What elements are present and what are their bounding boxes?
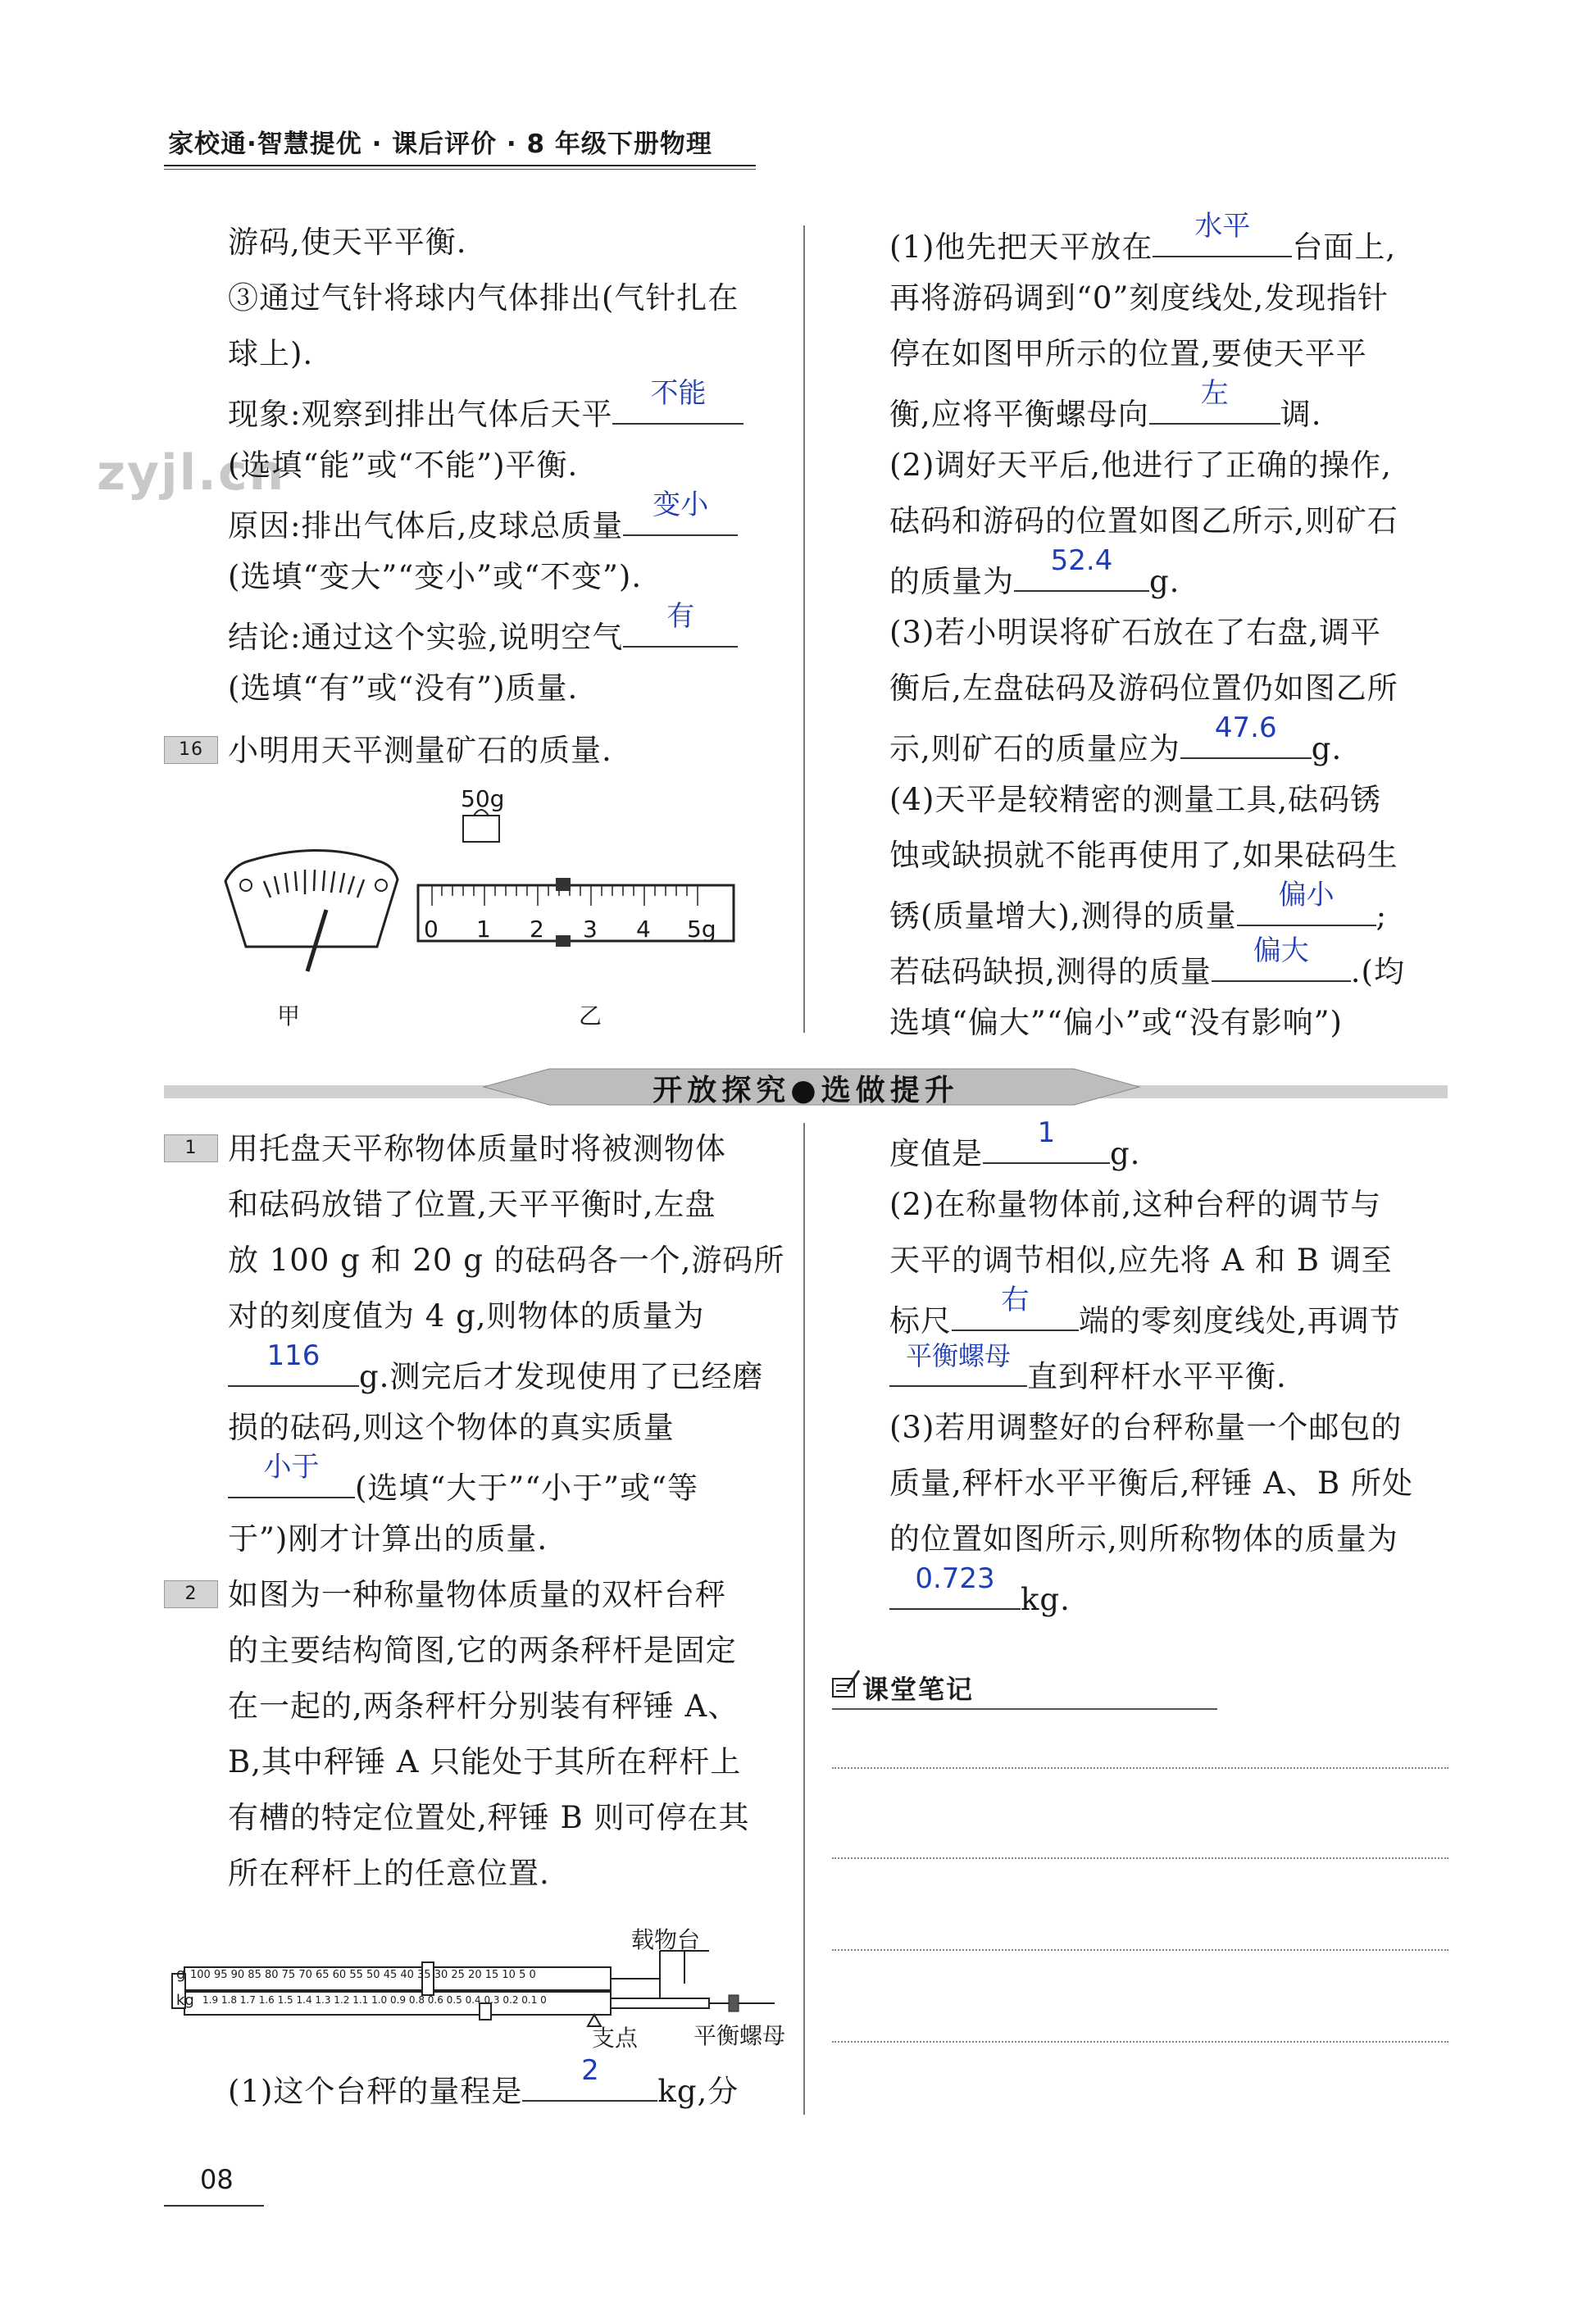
question-16 xyxy=(164,730,612,772)
answer-blank xyxy=(612,377,743,425)
answer-text: 偏小 xyxy=(1278,879,1335,911)
figure-label-b: 乙 xyxy=(579,1002,602,1030)
answer-blank xyxy=(623,489,738,536)
text-line: 的质量为 xyxy=(889,564,1014,599)
text-line xyxy=(889,711,1343,770)
text-line: ; xyxy=(1375,898,1388,934)
text-line: g. xyxy=(1110,1136,1141,1171)
header-rule xyxy=(164,165,756,166)
answer-blank xyxy=(1237,879,1376,926)
answer-text: 不能 xyxy=(650,377,707,410)
answer-blank xyxy=(983,1116,1110,1164)
scale-tick-label: 5g xyxy=(687,916,716,943)
text-line xyxy=(889,1562,1071,1621)
question-text: 如图为一种称量物体质量的双杆台秤 xyxy=(228,1577,726,1612)
pivot-label: 支点 xyxy=(592,2025,639,2052)
text-line xyxy=(228,1451,699,1510)
answer-blank xyxy=(228,1339,359,1387)
notes-title: 课堂笔记 xyxy=(862,1674,975,1705)
notes-icon xyxy=(830,1669,862,1702)
text-line xyxy=(228,489,738,548)
text-line: (选填“变大”“变小”或“不变”). xyxy=(228,559,643,594)
balance-dial xyxy=(225,851,398,972)
question-number: 1 xyxy=(164,1134,218,1162)
answer-text: 平衡螺母 xyxy=(905,1340,1011,1371)
question-1 xyxy=(164,1128,726,1170)
text-line: 若砝码缺损,测得的质量 xyxy=(889,954,1212,989)
text-line: (2)在称量物体前,这种台秤的调节与 xyxy=(889,1187,1382,1222)
text-line xyxy=(889,377,1322,436)
text-line: 调. xyxy=(1280,397,1322,432)
text-line: g. xyxy=(1149,564,1180,599)
text-line xyxy=(228,1339,764,1398)
text-line: 放 100 g 和 20 g 的砝码各一个,游码所 xyxy=(228,1243,785,1278)
scale-tick-label: 3 xyxy=(583,916,598,943)
text-line: 所在秤杆上的任意位置. xyxy=(228,1856,550,1891)
column-divider xyxy=(803,225,805,1033)
text-line: 停在如图甲所示的位置,要使天平平 xyxy=(889,336,1367,371)
section-banner xyxy=(164,1064,1448,1110)
text-line: 有槽的特定位置处,秤锤 B 则可停在其 xyxy=(228,1800,750,1835)
text-line: g.测完后才发现使用了已经磨 xyxy=(359,1359,764,1394)
balance-figure xyxy=(213,783,754,1029)
text-line: 于”)刚才计算出的质量. xyxy=(228,1521,548,1557)
scale-tick-label: 4 xyxy=(636,916,651,943)
answer-blank xyxy=(1180,711,1312,759)
text-line: 结论:通过这个实验,说明空气 xyxy=(228,620,624,655)
text-line: 损的砝码,则这个物体的真实质量 xyxy=(228,1410,675,1445)
answer-blank xyxy=(889,1562,1021,1610)
text-line xyxy=(228,377,743,436)
answer-text: 右 xyxy=(1001,1284,1030,1316)
question-number: 16 xyxy=(164,736,218,764)
column-divider xyxy=(803,1123,805,2115)
text-line: (1)他先把天平放在 xyxy=(889,230,1153,265)
text-line: 天平的调节相似,应先将 A 和 B 调至 xyxy=(889,1243,1393,1278)
text-line: 度值是 xyxy=(889,1136,983,1171)
question-number: 2 xyxy=(164,1580,218,1608)
text-line: 的位置如图所示,则所称物体的质量为 xyxy=(889,1521,1398,1557)
unit-g: g xyxy=(176,1966,186,1983)
question-2 xyxy=(164,1574,726,1616)
text-line xyxy=(889,1340,1287,1398)
answer-text: 偏大 xyxy=(1253,934,1309,967)
text-line: 锈(质量增大),测得的质量 xyxy=(889,898,1237,934)
text-line: 和砝码放错了位置,天平平衡时,左盘 xyxy=(228,1187,716,1222)
text-line: kg,分 xyxy=(657,2074,739,2109)
text-line: 再将游码调到“0”刻度线处,发现指针 xyxy=(889,280,1389,316)
text-line: (2)调好天平后,他进行了正确的操作, xyxy=(889,448,1392,483)
answer-blank xyxy=(228,1451,355,1498)
weight-label: 50g xyxy=(461,785,505,812)
notes-line xyxy=(832,1857,1448,1859)
notes-line xyxy=(832,1767,1448,1769)
text-line: 球上). xyxy=(228,336,314,371)
answer-blank xyxy=(952,1284,1079,1331)
scale-tick-label: 2 xyxy=(530,916,544,943)
page-number-rule xyxy=(164,2205,264,2207)
text-line: 对的刻度值为 4 g,则物体的质量为 xyxy=(228,1298,705,1334)
text-line: B,其中秤锤 A 只能处于其所在秤杆上 xyxy=(228,1744,742,1780)
answer-text: 有 xyxy=(666,600,695,633)
banner-title: 开放探究●选做提升 xyxy=(652,1074,959,1107)
text-line: 的主要结构简图,它的两条秤杆是固定 xyxy=(228,1633,737,1668)
unit-kg: kg xyxy=(176,1992,194,2009)
text-line: 原因:排出气体后,皮球总质量 xyxy=(228,508,624,543)
text-line: 游码,使天平平衡. xyxy=(228,225,467,260)
answer-text: 0.723 xyxy=(915,1562,995,1595)
text-line: .(均 xyxy=(1350,954,1405,989)
text-line: 蚀或缺损就不能再使用了,如果砝码生 xyxy=(889,838,1398,873)
answer-text: 116 xyxy=(266,1339,321,1372)
text-line: 衡后,左盘砝码及游码位置仍如图乙所 xyxy=(889,670,1398,706)
platform-label: 载物台 xyxy=(631,1926,701,1953)
answer-text: 变小 xyxy=(652,489,709,521)
text-line: (选填“能”或“不能”)平衡. xyxy=(228,448,579,483)
answer-blank xyxy=(1149,377,1280,425)
text-line: ③通过气针将球内气体排出(气针扎在 xyxy=(228,280,739,316)
answer-blank xyxy=(1212,934,1351,982)
answer-blank xyxy=(623,600,738,648)
text-line xyxy=(889,934,1405,993)
text-line: 选填“偏大”“偏小”或“没有影响”) xyxy=(889,1005,1343,1040)
text-line xyxy=(228,600,738,659)
nut-label: 平衡螺母 xyxy=(693,2022,786,2049)
answer-blank xyxy=(1014,544,1149,592)
notes-line xyxy=(832,2041,1448,2043)
bottom-scale-labels: 1.9 1.8 1.7 1.6 1.5 1.4 1.3 1.2 1.1 1.0 0.9 0.8 0.6 0.5 0.4 0.3 0.2 0.1 0 xyxy=(202,1994,547,2006)
text-line: (选填“有”或“没有”)质量. xyxy=(228,670,579,706)
answer-blank xyxy=(1153,210,1292,257)
text-line xyxy=(889,1116,1141,1175)
answer-text: 小于 xyxy=(263,1451,320,1484)
text-line: (选填“大于”“小于”或“等 xyxy=(355,1470,699,1506)
answer-text: 47.6 xyxy=(1214,711,1277,744)
answer-blank xyxy=(889,1340,1027,1387)
text-line: g. xyxy=(1311,731,1343,766)
header-rule xyxy=(164,169,756,170)
notes-title-rule xyxy=(832,1708,1217,1710)
scale-tick-label: 0 xyxy=(424,916,439,943)
text-line xyxy=(889,544,1180,603)
text-line: kg. xyxy=(1021,1582,1071,1617)
answer-text: 2 xyxy=(581,2054,599,2087)
answer-blank xyxy=(522,2054,657,2102)
page-number: 08 xyxy=(200,2164,234,2195)
answer-text: 左 xyxy=(1200,377,1229,410)
scale-tick-label: 1 xyxy=(476,916,491,943)
text-line: (4)天平是较精密的测量工具,砝码锈 xyxy=(889,782,1382,817)
text-line: 在一起的,两条秤杆分别装有秤锤 A、 xyxy=(228,1689,739,1724)
text-line: (3)若小明误将矿石放在了右盘,调平 xyxy=(889,615,1382,650)
text-line: 示,则矿石的质量应为 xyxy=(889,731,1180,766)
answer-text: 52.4 xyxy=(1050,544,1113,577)
question-text: 小明用天平测量矿石的质量. xyxy=(228,733,612,768)
text-line: 衡,应将平衡螺母向 xyxy=(889,397,1149,432)
text-line: 台面上, xyxy=(1292,230,1397,265)
text-line: 标尺 xyxy=(889,1303,952,1339)
answer-text: 1 xyxy=(1037,1116,1056,1149)
text-line: (3)若用调整好的台秤称量一个邮包的 xyxy=(889,1410,1403,1445)
answer-text: 水平 xyxy=(1194,210,1251,243)
text-line xyxy=(889,210,1397,269)
text-line xyxy=(228,2054,739,2113)
figure-label-a: 甲 xyxy=(277,1002,301,1030)
watermark: zyjl.cn xyxy=(97,444,286,502)
text-line: 砝码和游码的位置如图乙所示,则矿石 xyxy=(889,503,1398,539)
page-header: 家校通·智慧提优 · 课后评价 · 8 年级下册物理 xyxy=(168,130,712,159)
question-text: 用托盘天平称物体质量时将被测物体 xyxy=(228,1131,726,1166)
text-line: 直到秤杆水平平衡. xyxy=(1027,1359,1287,1394)
text-line: 质量,秤杆水平平衡后,秤锤 A、B 所处 xyxy=(889,1466,1413,1501)
top-scale-labels: 100 95 90 85 80 75 70 65 60 55 50 45 40 35 30 25 20 15 10 5 0 xyxy=(190,1969,536,1981)
text-line: 现象:观察到排出气体后天平 xyxy=(228,397,613,432)
text-line: (1)这个台秤的量程是 xyxy=(228,2074,523,2109)
text-line: 端的零刻度线处,再调节 xyxy=(1079,1303,1401,1339)
notes-line xyxy=(832,1949,1448,1951)
